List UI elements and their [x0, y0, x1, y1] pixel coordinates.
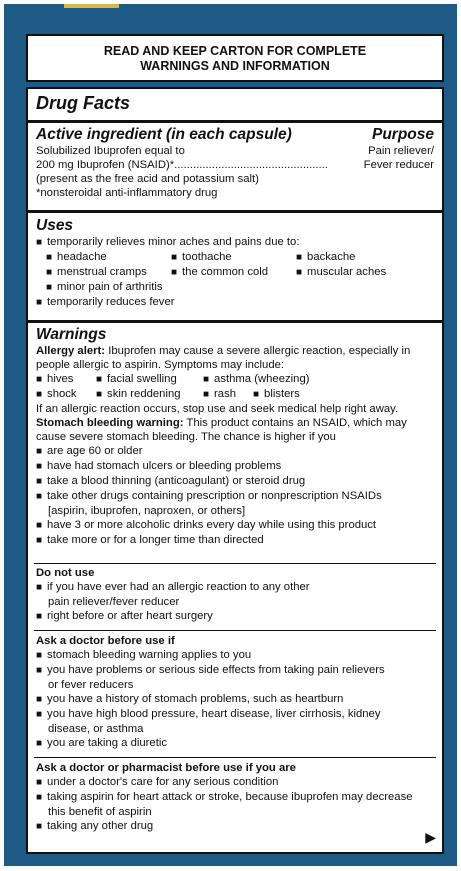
do-not-use-item-cont: pain reliever/fever reducer [48, 596, 180, 608]
ask-pharmacist-item-cont: this benefit of aspirin [48, 806, 152, 818]
stomach-item: ■ have had stomach ulcers or bleeding problems [36, 459, 434, 474]
symptom-item: ■ hives [36, 372, 96, 387]
ask-doctor-item: ■ you have a history of stomach problems, such as heartburn [36, 692, 434, 707]
divider [34, 630, 436, 631]
ask-doctor-item: ■ stomach bleeding warning applies to you [36, 648, 434, 663]
warnings-section [28, 326, 442, 548]
symptom-item: ■ asthma (wheezing) [203, 372, 310, 387]
do-not-use-item: ■ if you have ever had an allergic reaction to any other [36, 580, 434, 595]
stomach-text: This product contains an NSAID, which may [183, 417, 407, 429]
use-item: ■ headache [46, 250, 171, 265]
ask-pharmacist-item: ■ taking aspirin for heart attack or stroke, because ibuprofen may decrease [36, 790, 434, 805]
ask-pharmacist-item: ■ under a doctor's care for any serious condition [36, 775, 434, 790]
ask-doctor-item-cont: disease, or asthma [48, 723, 144, 735]
use-item: ■ menstrual cramps [46, 265, 171, 280]
allergy-label: Allergy alert: [36, 345, 106, 357]
header-line-1: READ AND KEEP CARTON FOR COMPLETE [103, 44, 367, 58]
ask-pharmacist-heading: Ask a doctor or pharmacist before use if you are [36, 762, 296, 774]
active-line-3: (present as the free acid and potassium salt) [36, 173, 259, 185]
purpose-heading: Purpose [371, 126, 434, 143]
drug-facts-panel [26, 87, 444, 854]
warnings-heading: Warnings [36, 326, 107, 343]
symptom-item: ■ skin reddening [96, 387, 203, 402]
stomach-item: ■ take other drugs containing prescription or nonprescription NSAIDs [36, 489, 434, 504]
divider [28, 320, 442, 323]
ask-doctor-heading: Ask a doctor before use if [36, 635, 175, 647]
stomach-item-cont: [aspirin, ibuprofen, naproxen, or others] [48, 505, 246, 517]
uses-heading: Uses [36, 217, 74, 234]
ask-pharmacist-item: ■ taking any other drug [36, 819, 434, 834]
active-line-4: *nonsteroidal anti-inflammatory drug [36, 187, 218, 199]
symptom-item: ■ blisters [253, 387, 300, 402]
uses-section [28, 217, 442, 310]
active-line-2: 200 mg Ibuprofen (NSAID)* [36, 159, 175, 171]
divider [28, 210, 442, 213]
divider [34, 563, 436, 564]
stomach-item: ■ are age 60 or older [36, 444, 434, 459]
carton-panel [4, 4, 457, 866]
use-item: ■ muscular aches [296, 265, 386, 280]
allergy-after: If an allergic reaction occurs, stop use and seek medical help right away. [36, 403, 399, 415]
arrow-right-icon: ▶ [425, 829, 436, 845]
stomach-item: ■ take a blood thinning (anticoagulant) or steroid drug [36, 474, 434, 489]
do-not-use-heading: Do not use [36, 567, 95, 579]
uses-last: ■ temporarily reduces fever [36, 295, 434, 310]
use-item: ■ the common cold [171, 265, 296, 280]
stomach-item: ■ take more or for a longer time than directed [36, 533, 434, 548]
symptom-item: ■ shock [36, 387, 96, 402]
header-box [26, 34, 444, 82]
use-item: ■ minor pain of arthritis [46, 280, 163, 295]
ask-doctor-item-cont: or fever reducers [48, 679, 134, 691]
stomach-label: Stomach bleeding warning: [36, 417, 184, 429]
allergy-text: Ibuprofen may cause a severe allergic reaction, especially in [105, 345, 411, 357]
active-ingredient-section: Active ingredient (in each capsule) Purpose Solubilized Ibuprofen equal to Pain reliever/ 200 mg Ibuprofen (NSAID)*................................................. Fever reducer (present as the free acid and potassium salt) *nonsteroidal anti-inflammatory drug [36, 126, 434, 199]
stomach-item: ■ have 3 or more alcoholic drinks every day while using this product [36, 518, 434, 533]
purpose-line-2: Fever reducer [363, 159, 434, 171]
ask-doctor-item: ■ you have problems or serious side effects from taking pain relievers [36, 663, 434, 678]
divider [34, 757, 436, 758]
symptom-item: ■ rash [203, 387, 253, 402]
use-item: ■ backache [296, 250, 355, 265]
do-not-use-section [28, 566, 442, 624]
active-heading: Active ingredient (in each capsule) [36, 126, 292, 143]
ask-doctor-section [28, 634, 442, 751]
do-not-use-item: ■ right before or after heart surgery [36, 609, 434, 624]
ask-doctor-item: ■ you are taking a diuretic [36, 736, 434, 751]
page-title: Drug Facts [36, 93, 131, 113]
ask-doctor-item: ■ you have high blood pressure, heart disease, liver cirrhosis, kidney [36, 707, 434, 722]
divider [28, 120, 442, 123]
ask-pharmacist-section [28, 761, 442, 834]
stomach-text-2: cause severe stomach bleeding. The chance is higher if you [36, 431, 336, 443]
uses-intro: ■ temporarily relieves minor aches and pains due to: [36, 235, 434, 250]
purpose-line-1: Pain reliever/ [368, 145, 434, 157]
allergy-text-2: people allergic to aspirin. Symptoms may include: [36, 359, 285, 371]
active-line-1: Solubilized Ibuprofen equal to [36, 145, 185, 157]
use-item: ■ toothache [171, 250, 296, 265]
header-line-2: WARNINGS AND INFORMATION [140, 59, 330, 73]
gold-accent [64, 4, 119, 8]
symptom-item: ■ facial swelling [96, 372, 203, 387]
